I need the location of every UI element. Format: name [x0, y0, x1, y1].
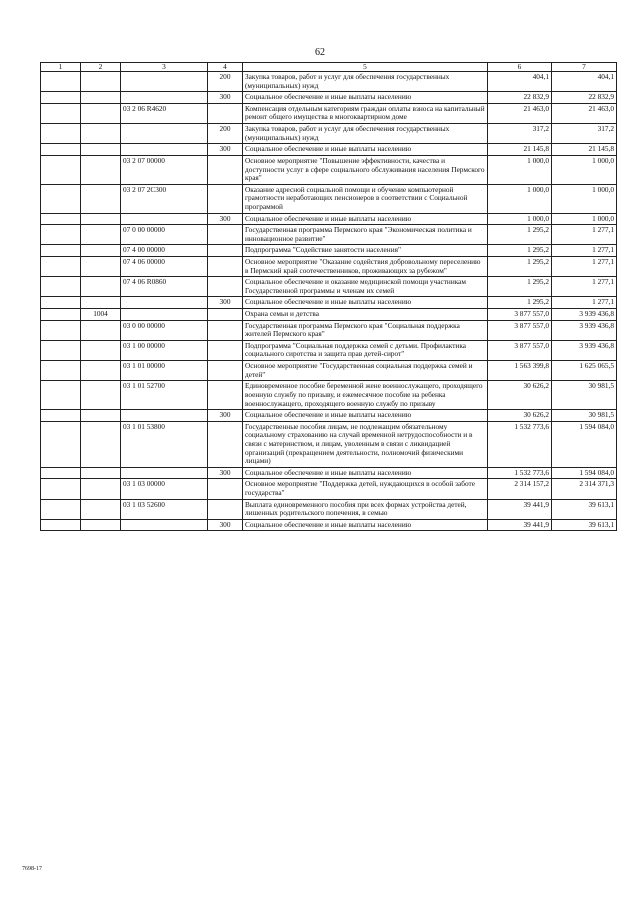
col-amount-year-1: 1 532 773,6 [488, 467, 552, 479]
col-amount-year-1: 39 441,9 [488, 519, 552, 531]
col-section [41, 421, 81, 467]
col-expense-type [208, 225, 243, 245]
col-name: Основное мероприятие "Поддержка детей, нуждающихся в особой заботе государства" [243, 479, 488, 499]
page-number: 62 [315, 47, 325, 58]
table-row [41, 144, 617, 156]
col-expense-type [208, 155, 243, 184]
footer-document-code: 7698-17 [22, 866, 42, 872]
col-section [41, 467, 81, 479]
table-row [41, 309, 617, 321]
col-amount-year-1: 21 145,8 [488, 144, 552, 156]
col-name: Социальное обеспечение и оказание медицинской помощи участникам Государственной программы и членам их семей [243, 277, 488, 297]
col-target-code: 07 4 06 R0860 [121, 277, 208, 297]
col-name: Основное мероприятие "Повышение эффективности, качества и доступности услуг в сфере социального обслуживания населения Пермского края" [243, 155, 488, 184]
col-section [41, 309, 81, 321]
col-target-code: 03 2 07 2С300 [121, 184, 208, 213]
col-amount-year-2: 1 594 084,0 [552, 421, 617, 467]
col-amount-year-2: 1 000,0 [552, 184, 617, 213]
col-subsection [81, 277, 121, 297]
table-row [41, 225, 617, 245]
col-name: Компенсация отдельным категориям граждан оплаты взноса на капитальный ремонт общего имущества в многоквартирном доме [243, 103, 488, 123]
table-row [41, 340, 617, 360]
col-target-code [121, 467, 208, 479]
col-target-code: 03 1 03 00000 [121, 479, 208, 499]
col-subsection: 1004 [81, 309, 121, 321]
col-subsection [81, 213, 121, 225]
col-target-code: 07 0 00 00000 [121, 225, 208, 245]
col-amount-year-1: 21 463,0 [488, 103, 552, 123]
table-row [41, 410, 617, 422]
col-amount-year-1: 1 295,2 [488, 245, 552, 257]
budget-table-body [41, 63, 617, 531]
col-expense-type [208, 245, 243, 257]
col-section [41, 410, 81, 422]
column-header: 5 [243, 63, 488, 72]
col-target-code: 07 4 00 00000 [121, 245, 208, 257]
col-amount-year-2: 1 625 065,5 [552, 361, 617, 381]
col-amount-year-2: 21 463,0 [552, 103, 617, 123]
col-expense-type: 200 [208, 124, 243, 144]
col-amount-year-2: 1 277,1 [552, 256, 617, 276]
col-amount-year-2: 317,2 [552, 124, 617, 144]
table-row [41, 421, 617, 467]
col-target-code [121, 297, 208, 309]
col-subsection [81, 340, 121, 360]
col-section [41, 184, 81, 213]
col-amount-year-2: 22 832,9 [552, 92, 617, 104]
col-amount-year-2: 39 613,1 [552, 499, 617, 519]
col-amount-year-1: 1 563 399,8 [488, 361, 552, 381]
col-name: Единовременное пособие беременной жене военнослужащего, проходящего военную службу по призыву, и ежемесячное пособие на ребенка военнослужащего, проходящего военную службу по призыву [243, 381, 488, 410]
col-subsection [81, 421, 121, 467]
col-name: Закупка товаров, работ и услуг для обеспечения государственных (муниципальных) нужд [243, 72, 488, 92]
table-row [41, 277, 617, 297]
col-expense-type: 200 [208, 72, 243, 92]
col-expense-type: 300 [208, 213, 243, 225]
col-subsection [81, 155, 121, 184]
col-amount-year-2: 30 981,5 [552, 410, 617, 422]
col-amount-year-1: 22 832,9 [488, 92, 552, 104]
table-row [41, 256, 617, 276]
col-name: Государственная программа Пермского края "Экономическая политика и инновационное развитие" [243, 225, 488, 245]
col-name: Государственная программа Пермского края "Социальная поддержка жителей Пермского края" [243, 320, 488, 340]
col-expense-type [208, 309, 243, 321]
col-amount-year-1: 1 295,2 [488, 277, 552, 297]
col-subsection [81, 320, 121, 340]
col-target-code [121, 124, 208, 144]
col-section [41, 225, 81, 245]
col-amount-year-2: 21 145,8 [552, 144, 617, 156]
col-section [41, 245, 81, 257]
col-section [41, 381, 81, 410]
col-target-code [121, 519, 208, 531]
col-subsection [81, 225, 121, 245]
table-row [41, 499, 617, 519]
col-section [41, 103, 81, 123]
col-amount-year-2: 2 314 371,3 [552, 479, 617, 499]
col-name: Социальное обеспечение и иные выплаты населению [243, 410, 488, 422]
col-amount-year-2: 1 000,0 [552, 155, 617, 184]
col-name: Социальное обеспечение и иные выплаты населению [243, 467, 488, 479]
col-expense-type [208, 479, 243, 499]
col-name: Оказание адресной социальной помощи и обучение компьютерной грамотности неработающих пенсионеров в соответствии с Социальной программой [243, 184, 488, 213]
col-subsection [81, 124, 121, 144]
col-amount-year-2: 404,1 [552, 72, 617, 92]
table-row [41, 467, 617, 479]
table-row [41, 92, 617, 104]
column-header: 6 [488, 63, 552, 72]
col-target-code [121, 72, 208, 92]
col-amount-year-1: 3 877 557,0 [488, 309, 552, 321]
col-subsection [81, 256, 121, 276]
table-row [41, 361, 617, 381]
col-section [41, 519, 81, 531]
column-header: 7 [552, 63, 617, 72]
col-target-code [121, 410, 208, 422]
col-amount-year-2: 1 277,1 [552, 245, 617, 257]
col-name: Закупка товаров, работ и услуг для обеспечения государственных (муниципальных) нужд [243, 124, 488, 144]
col-amount-year-2: 39 613,1 [552, 519, 617, 531]
col-target-code: 07 4 06 00000 [121, 256, 208, 276]
col-subsection [81, 245, 121, 257]
col-section [41, 479, 81, 499]
col-amount-year-1: 1 532 773,6 [488, 421, 552, 467]
col-target-code: 03 1 00 00000 [121, 340, 208, 360]
col-subsection [81, 361, 121, 381]
col-target-code: 03 0 00 00000 [121, 320, 208, 340]
col-name: Охрана семьи и детства [243, 309, 488, 321]
col-amount-year-1: 30 626,2 [488, 381, 552, 410]
col-amount-year-1: 1 295,2 [488, 225, 552, 245]
col-name: Основное мероприятие "Государственная социальная поддержка семей и детей" [243, 361, 488, 381]
column-header: 4 [208, 63, 243, 72]
col-amount-year-2: 1 000,0 [552, 213, 617, 225]
col-target-code: 03 1 01 00000 [121, 361, 208, 381]
col-amount-year-1: 1 000,0 [488, 213, 552, 225]
col-subsection [81, 144, 121, 156]
col-expense-type [208, 277, 243, 297]
col-target-code: 03 2 07 00000 [121, 155, 208, 184]
col-amount-year-1: 317,2 [488, 124, 552, 144]
col-name: Выплата единовременного пособия при всех формах устройства детей, лишенных родительского попечения, в семью [243, 499, 488, 519]
col-target-code [121, 92, 208, 104]
col-subsection [81, 72, 121, 92]
col-name: Подпрограмма "Социальная поддержка семей с детьми. Профилактика социального сиротства и защита прав детей-сирот" [243, 340, 488, 360]
col-target-code: 03 1 03 52600 [121, 499, 208, 519]
col-subsection [81, 499, 121, 519]
col-amount-year-2: 3 939 436,8 [552, 340, 617, 360]
col-section [41, 124, 81, 144]
col-name: Государственные пособия лицам, не подлежащим обязательному социальному страхованию на случай временной нетрудоспособности и в связи с материнством, и лицам, уволенным в связи с ликвидацией организаций (прекращением деятельности, полномочий физическими лицами) [243, 421, 488, 467]
table-row [41, 297, 617, 309]
col-expense-type: 300 [208, 410, 243, 422]
column-header: 3 [121, 63, 208, 72]
col-expense-type: 300 [208, 519, 243, 531]
col-amount-year-2: 1 277,1 [552, 297, 617, 309]
col-section [41, 340, 81, 360]
table-row [41, 519, 617, 531]
col-section [41, 256, 81, 276]
col-amount-year-1: 39 441,9 [488, 499, 552, 519]
col-expense-type [208, 103, 243, 123]
budget-table [40, 62, 617, 531]
col-section [41, 155, 81, 184]
col-subsection [81, 410, 121, 422]
col-expense-type [208, 499, 243, 519]
col-expense-type: 300 [208, 92, 243, 104]
col-expense-type [208, 320, 243, 340]
table-row [41, 155, 617, 184]
col-amount-year-1: 1 000,0 [488, 184, 552, 213]
col-name: Основное мероприятие "Оказание содействия добровольному переселению в Пермский край соотечественников, проживающих за рубежом" [243, 256, 488, 276]
col-name: Социальное обеспечение и иные выплаты населению [243, 213, 488, 225]
col-section [41, 144, 81, 156]
col-subsection [81, 467, 121, 479]
column-header: 2 [81, 63, 121, 72]
col-section [41, 213, 81, 225]
table-row [41, 103, 617, 123]
col-amount-year-2: 30 981,5 [552, 381, 617, 410]
col-section [41, 297, 81, 309]
col-amount-year-1: 404,1 [488, 72, 552, 92]
col-amount-year-1: 30 626,2 [488, 410, 552, 422]
col-name: Социальное обеспечение и иные выплаты населению [243, 297, 488, 309]
table-row [41, 245, 617, 257]
table-row [41, 184, 617, 213]
col-subsection [81, 479, 121, 499]
col-amount-year-2: 1 277,1 [552, 277, 617, 297]
col-expense-type [208, 184, 243, 213]
table-row [41, 213, 617, 225]
col-amount-year-2: 1 277,1 [552, 225, 617, 245]
col-amount-year-2: 1 594 084,0 [552, 467, 617, 479]
col-amount-year-1: 1 295,2 [488, 297, 552, 309]
col-amount-year-2: 3 939 436,8 [552, 309, 617, 321]
col-section [41, 499, 81, 519]
col-name: Подпрограмма "Содействие занятости населения" [243, 245, 488, 257]
col-target-code: 03 1 01 52700 [121, 381, 208, 410]
col-expense-type [208, 256, 243, 276]
col-expense-type: 300 [208, 297, 243, 309]
col-expense-type [208, 340, 243, 360]
col-amount-year-1: 1 000,0 [488, 155, 552, 184]
col-target-code: 03 1 01 53800 [121, 421, 208, 467]
col-expense-type [208, 421, 243, 467]
col-section [41, 72, 81, 92]
table-row [41, 381, 617, 410]
col-name: Социальное обеспечение и иные выплаты населению [243, 519, 488, 531]
table-row [41, 124, 617, 144]
col-target-code [121, 309, 208, 321]
col-amount-year-1: 3 877 557,0 [488, 340, 552, 360]
col-amount-year-1: 2 314 157,2 [488, 479, 552, 499]
table-row [41, 72, 617, 92]
col-section [41, 277, 81, 297]
col-section [41, 320, 81, 340]
col-subsection [81, 381, 121, 410]
col-expense-type: 300 [208, 467, 243, 479]
col-subsection [81, 184, 121, 213]
col-subsection [81, 297, 121, 309]
col-section [41, 92, 81, 104]
col-name: Социальное обеспечение и иные выплаты населению [243, 144, 488, 156]
col-subsection [81, 92, 121, 104]
col-target-code [121, 213, 208, 225]
col-expense-type [208, 381, 243, 410]
table-row [41, 479, 617, 499]
col-expense-type [208, 361, 243, 381]
table-header-row [41, 63, 617, 72]
col-expense-type: 300 [208, 144, 243, 156]
col-target-code: 03 2 06 R4620 [121, 103, 208, 123]
col-amount-year-1: 1 295,2 [488, 256, 552, 276]
col-subsection [81, 103, 121, 123]
col-amount-year-2: 3 939 436,8 [552, 320, 617, 340]
col-subsection [81, 519, 121, 531]
column-header: 1 [41, 63, 81, 72]
col-target-code [121, 144, 208, 156]
col-amount-year-1: 3 877 557,0 [488, 320, 552, 340]
col-section [41, 361, 81, 381]
col-name: Социальное обеспечение и иные выплаты населению [243, 92, 488, 104]
table-row [41, 320, 617, 340]
